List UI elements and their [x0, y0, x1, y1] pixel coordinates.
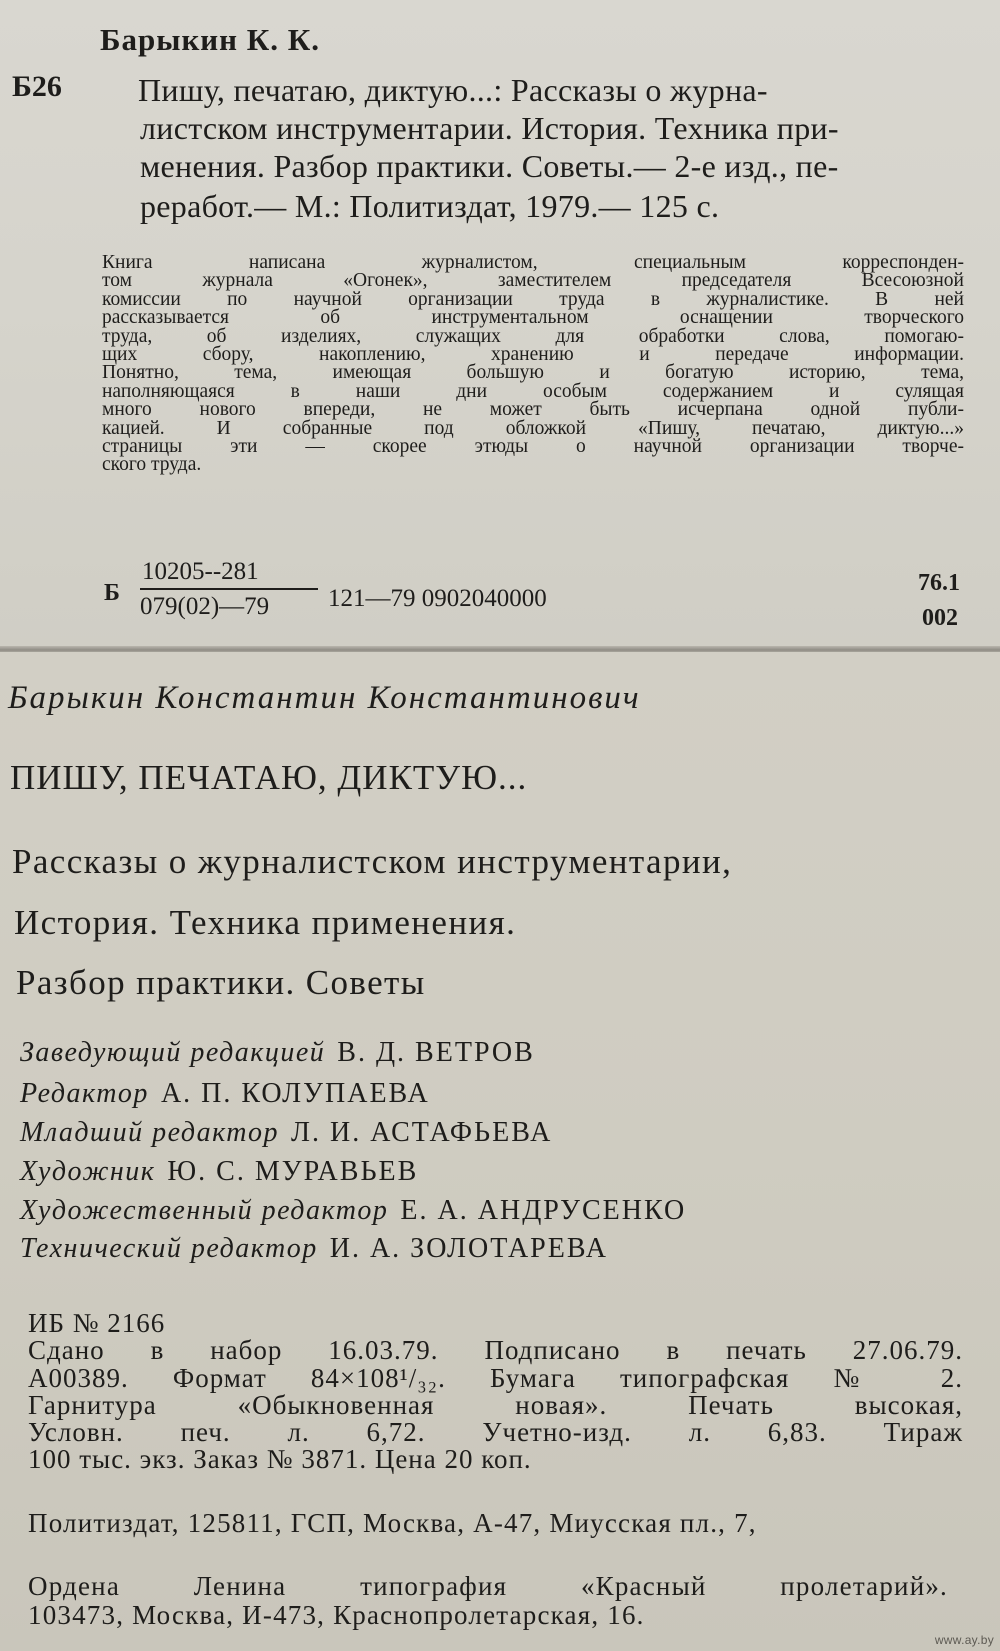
classification-code-bottom: 002	[922, 605, 958, 631]
abstract-line: много нового впереди, не может быть исчерпана одной публи-	[102, 399, 964, 421]
abstract-line: страницы эти — скорее этюды о научной организации творче-	[102, 436, 964, 458]
card-abstract	[102, 254, 964, 475]
classification-numerator: 10205--281	[142, 558, 259, 585]
staff-name: В. Д. ВЕТРОВ	[337, 1037, 535, 1068]
staff-name: Л. И. АСТАФЬЕВА	[291, 1117, 553, 1148]
staff-name: И. А. ЗОЛОТАРЕВА	[329, 1233, 608, 1264]
card-description-line: менения. Разбор практики. Советы.— 2-е изд., пе-	[140, 148, 839, 184]
colophon-subtitle-line: Рассказы о журналистском инструментарии,	[12, 842, 733, 881]
imprint-block	[28, 1310, 963, 1474]
abstract-line: наполняющаяся в наши дни особым содержанием и сулящая	[102, 380, 964, 402]
imprint-line: Гарнитура «Обыкновенная новая». Печать высокая,	[28, 1389, 963, 1420]
colophon-author: Барыкин Константин Константинович	[8, 680, 641, 716]
card-description-line: листском инструментарии. История. Техника при-	[140, 110, 839, 146]
classification-extra: 121—79 0902040000	[328, 585, 547, 612]
staff-credit	[20, 1233, 608, 1265]
imprint-line: Условн. печ. л. 6,72. Учетно-изд. л. 6,83. Тираж	[28, 1417, 963, 1448]
staff-credit	[20, 1037, 535, 1069]
abstract-line: комиссии по научной организации труда в журналистике. В ней	[102, 288, 964, 310]
abstract-line: рассказывается об инструментальном оснащении творческого	[102, 307, 964, 329]
colophon-title: ПИШУ, ПЕЧАТАЮ, ДИКТУЮ...	[10, 758, 528, 797]
staff-name: А. П. КОЛУПАЕВА	[160, 1078, 430, 1109]
staff-name: Ю. С. МУРАВЬЕВ	[167, 1156, 419, 1187]
printer-line: Ордена Ленина типография «Красный пролетарий».	[28, 1571, 948, 1601]
staff-credit	[20, 1156, 418, 1188]
staff-credit	[20, 1078, 430, 1110]
colophon-photo	[0, 652, 1000, 1651]
card-description-line: реработ.— М.: Политиздат, 1979.— 125 с.	[140, 188, 720, 224]
staff-role: Заведующий редакцией	[20, 1037, 326, 1068]
card-author-heading: Барыкин К. К.	[100, 22, 320, 57]
colophon-subtitle-line: Разбор практики. Советы	[16, 963, 426, 1002]
staff-credit	[20, 1195, 686, 1227]
abstract-line: щих сбору, накоплению, хранению и передаче информации.	[102, 344, 964, 366]
card-index-code: Б26	[12, 70, 62, 103]
colophon-subtitle-line: История. Техника применения.	[14, 903, 517, 942]
classification-denominator: 079(02)—79	[140, 593, 270, 620]
abstract-line: кацией. И собранные под обложкой «Пишу, печатаю, диктую...»	[102, 417, 964, 439]
staff-role: Художник	[20, 1156, 156, 1187]
staff-name: Е. А. АНДРУСЕНКО	[400, 1195, 687, 1226]
abstract-line: труда, об изделиях, служащих для обработки слова, помогаю-	[102, 325, 964, 347]
staff-role: Редактор	[20, 1078, 149, 1109]
abstract-line: ского труда.	[102, 454, 202, 476]
staff-role: Технический редактор	[20, 1233, 318, 1264]
classification-code-top: 76.1	[918, 570, 960, 596]
imprint-line: ИБ № 2166	[28, 1308, 166, 1338]
abstract-line: Понятно, тема, имеющая большую и богатую историю, тема,	[102, 362, 964, 384]
catalog-card-photo	[0, 0, 1000, 652]
staff-credit	[20, 1117, 552, 1149]
imprint-line: 100 тыс. экз. Заказ № 3871. Цена 20 коп.	[28, 1444, 532, 1475]
imprint-line: Сдано в набор 16.03.79. Подписано в печать 27.06.79.	[28, 1335, 963, 1366]
card-description-line: Пишу, печатаю, диктую...: Рассказы о журна-	[138, 72, 768, 108]
printer-block	[28, 1572, 948, 1630]
printer-line: 103473, Москва, И-473, Краснопролетарская, 16.	[28, 1600, 645, 1630]
abstract-line: Книга написана журналистом, специальным корреспонден-	[102, 252, 964, 273]
imprint-line: А00389. Формат 84×108¹/₃₂. Бумага типографская № 2.	[28, 1362, 963, 1393]
fraction-bar	[140, 588, 318, 590]
publisher-address: Политиздат, 125811, ГСП, Москва, А-47, Миусская пл., 7,	[28, 1508, 757, 1538]
staff-role: Художественный редактор	[20, 1195, 389, 1226]
staff-role: Младший редактор	[20, 1117, 280, 1148]
abstract-line: том журнала «Огонек», заместителем председателя Всесоюзной	[102, 270, 964, 292]
classification-letter: Б	[104, 580, 120, 606]
watermark: www.ay.by	[934, 1633, 994, 1647]
